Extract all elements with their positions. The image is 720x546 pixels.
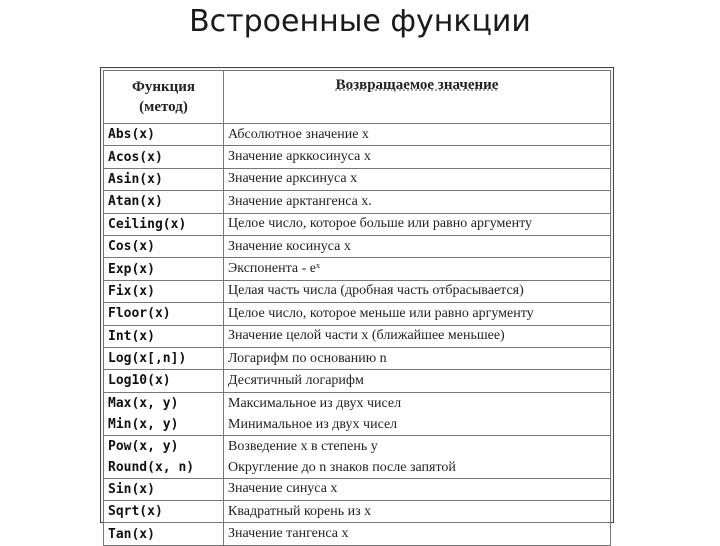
table-row: [104, 191, 611, 213]
function-name: Fix(x): [104, 280, 224, 302]
function-description: Значение арксинуса x: [224, 168, 611, 190]
header-function: [104, 71, 224, 124]
function-name: Acos(x): [104, 146, 224, 168]
function-description: Значение целой части x (ближайшее меньшее): [224, 325, 611, 347]
function-description: Возведение x в степень y: [228, 438, 378, 454]
function-name: Asin(x): [104, 168, 224, 190]
function-description: Экспонента - eˣ: [224, 258, 611, 280]
function-name: Cos(x): [104, 235, 224, 257]
table-row: [104, 435, 611, 478]
header-returns: [224, 71, 611, 124]
function-description: Целая часть числа (дробная часть отбрасывается): [224, 280, 611, 302]
function-name: Sin(x): [104, 478, 224, 500]
table-row: [104, 146, 611, 168]
function-description: Значение арккосинуса x: [224, 146, 611, 168]
table-row: [104, 392, 611, 435]
function-name-cell: [104, 435, 224, 478]
functions-table: [103, 70, 611, 546]
function-description-cell: [224, 392, 611, 435]
function-name: Max(x, y): [108, 395, 179, 411]
table-row: [104, 235, 611, 257]
function-description: Минимальное из двух чисел: [228, 416, 398, 432]
function-description-cell: [224, 435, 611, 478]
function-name: Log10(x): [104, 370, 224, 392]
function-name: Ceiling(x): [104, 213, 224, 235]
function-description: Целое число, которое больше или равно аргументу: [224, 213, 611, 235]
function-name: Log(x[,n]): [104, 347, 224, 369]
table-row: [104, 501, 611, 523]
function-name: Exp(x): [104, 258, 224, 280]
function-description: Значение косинуса x: [224, 235, 611, 257]
table-row: [104, 280, 611, 302]
table-row: [104, 303, 611, 325]
function-name: Pow(x, y): [108, 438, 179, 454]
function-name-cell: [104, 392, 224, 435]
function-description: Значение синуса x: [224, 478, 611, 500]
function-description: Десятичный логарифм: [224, 370, 611, 392]
function-name: Sqrt(x): [104, 501, 224, 523]
function-description: Значение тангенса x: [224, 523, 611, 545]
table-row: [104, 370, 611, 392]
table-row: [104, 325, 611, 347]
table-row: [104, 258, 611, 280]
table-row: [104, 213, 611, 235]
table-row: [104, 168, 611, 190]
function-name: Min(x, y): [108, 416, 179, 432]
function-name: Round(x, n): [108, 459, 195, 475]
function-description: Целое число, которое меньше или равно аргументу: [224, 303, 611, 325]
function-name: Int(x): [104, 325, 224, 347]
function-description: Логарифм по основанию n: [224, 347, 611, 369]
function-description: Квадратный корень из x: [224, 501, 611, 523]
function-description: Абсолютное значение x: [224, 124, 611, 146]
header-function-line2: (метод): [139, 99, 188, 115]
function-name: Floor(x): [104, 303, 224, 325]
table-row: [104, 523, 611, 545]
functions-table-frame: [100, 67, 614, 542]
table-row: [104, 347, 611, 369]
table-row: [104, 478, 611, 500]
function-name: Abs(x): [104, 124, 224, 146]
table-row: [104, 124, 611, 146]
header-function-line1: Функция: [131, 79, 196, 95]
header-returns-label: Возвращаемое значение: [335, 77, 499, 93]
table-header-row: [104, 71, 611, 124]
function-name: Atan(x): [104, 191, 224, 213]
function-description: Значение арктангенса x.: [224, 191, 611, 213]
function-name: Tan(x): [104, 523, 224, 545]
function-description: Округление до n знаков после запятой: [228, 459, 456, 475]
page-title: Встроенные функции: [189, 4, 531, 39]
function-description: Максимальное из двух чисел: [228, 395, 402, 411]
